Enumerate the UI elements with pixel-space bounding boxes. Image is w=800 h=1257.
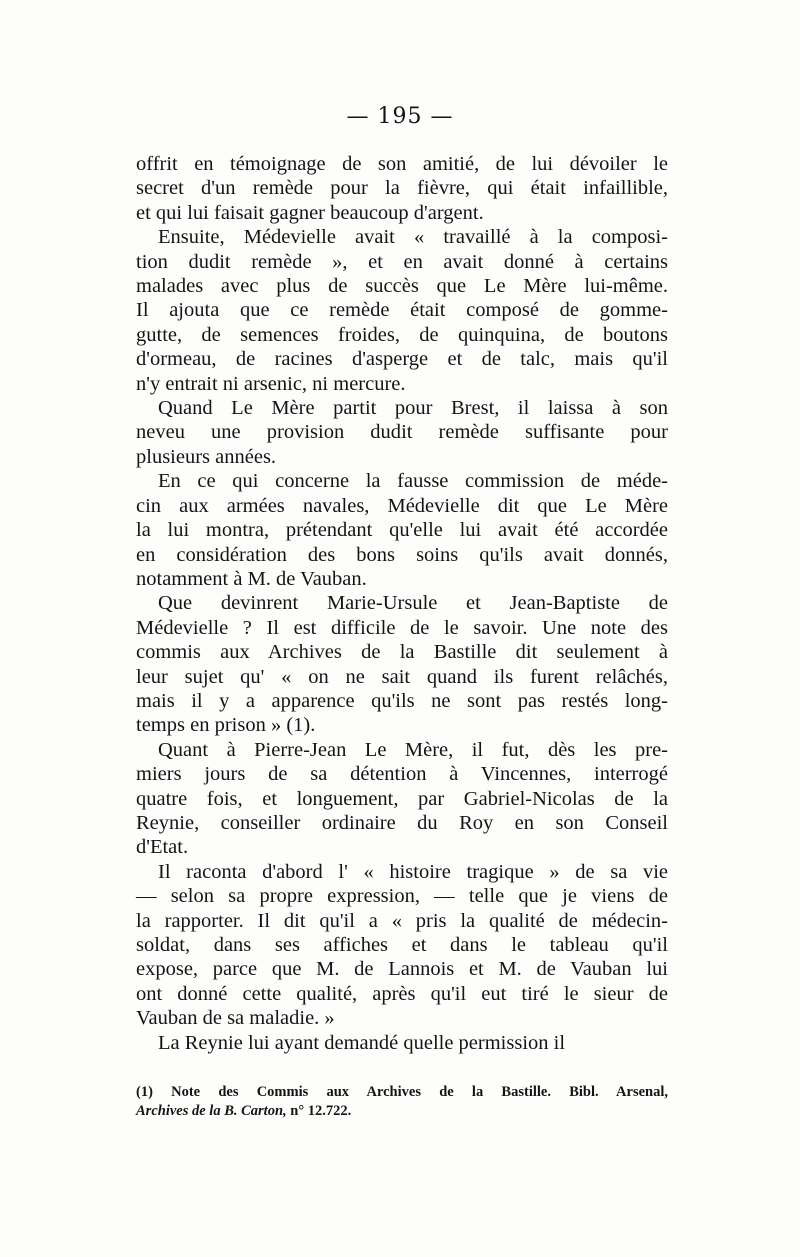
text-line: d'ormeau, de racines d'asperge et de talc, mais qu'il xyxy=(136,348,668,371)
text-line: gutte, de semences froides, de quinquina, de boutons xyxy=(136,323,668,346)
text-line: notamment à M. de Vauban. xyxy=(136,567,367,590)
text-line: ont donné cette qualité, après qu'il eut tiré le sieur de xyxy=(136,982,668,1005)
text-line: Quant à Pierre-Jean Le Mère, il fut, dès les pre- xyxy=(158,738,668,761)
text-line: Ensuite, Médevielle avait « travaillé à la composi- xyxy=(158,226,668,249)
text-line: tion dudit remède », et en avait donné à certains xyxy=(136,250,668,273)
text-line: secret d'un remède pour la fièvre, qui était infaillible, xyxy=(136,177,668,200)
text-line: plusieurs années. xyxy=(136,445,277,468)
paragraph xyxy=(136,591,668,737)
footnote-line xyxy=(136,1102,668,1121)
paragraph xyxy=(136,1031,668,1055)
paragraph xyxy=(136,860,668,1031)
text-line: en considération des bons soins qu'ils avait donnés, xyxy=(136,543,668,566)
text-line: et qui lui faisait gagner beaucoup d'argent. xyxy=(136,201,484,224)
text-line: la rapporter. Il dit qu'il a « pris la qualité de médecin- xyxy=(136,909,668,932)
text-line: Reynie, conseiller ordinaire du Roy en son Conseil xyxy=(136,811,668,834)
paragraph xyxy=(136,152,668,225)
footnote-line: (1) Note des Commis aux Archives de la Bastille. Bibl. Arsenal, xyxy=(136,1084,668,1100)
paragraph xyxy=(136,738,668,860)
text-line: Vauban de sa maladie. » xyxy=(136,1007,335,1030)
text-line: soldat, dans ses affiches et dans le tableau qu'il xyxy=(136,934,668,956)
text-line: En ce qui concerne la fausse commission de méde- xyxy=(158,470,668,493)
text-line: n'y entrait ni arsenic, ni mercure. xyxy=(136,372,406,395)
footnote-source-italic: Archives de la B. Carton, xyxy=(136,1103,287,1119)
text-line: Quand Le Mère partit pour Brest, il laissa à son xyxy=(158,397,668,420)
text-line: mais il y a apparence qu'ils ne sont pas restés long- xyxy=(136,689,668,712)
text-line: expose, parce que M. de Lannois et M. de Vauban lui xyxy=(136,958,668,981)
body-text xyxy=(136,152,668,1055)
text-line: commis aux Archives de la Bastille dit seulement à xyxy=(136,641,668,664)
text-line: la lui montra, prétendant qu'elle lui avait été accordée xyxy=(136,519,668,542)
text-line: temps en prison » (1). xyxy=(136,714,316,737)
text-line: Que devinrent Marie-Ursule et Jean-Baptiste de xyxy=(158,592,668,615)
text-line: neveu une provision dudit remède suffisante pour xyxy=(136,421,668,444)
paragraph xyxy=(136,225,668,396)
text-line: Il ajouta que ce remède était composé de gomme- xyxy=(136,299,668,322)
text-line: d'Etat. xyxy=(136,836,189,859)
text-line: La Reynie lui ayant demandé quelle permission il xyxy=(158,1031,566,1054)
footnote xyxy=(136,1083,668,1121)
text-line: Il raconta d'abord l' « histoire tragique » de sa vie xyxy=(158,860,668,883)
text-line: miers jours de sa détention à Vincennes, interrogé xyxy=(136,763,668,786)
text-line: — selon sa propre expression, — telle que je viens de xyxy=(136,885,668,908)
page-number: — 195 — xyxy=(346,104,454,129)
paragraph xyxy=(136,396,668,469)
paragraph xyxy=(136,469,668,591)
text-line: malades avec plus de succès que Le Mère lui-même. xyxy=(136,275,668,298)
text-line: quatre fois, et longuement, par Gabriel-Nicolas de la xyxy=(136,787,668,810)
text-line: offrit en témoignage de son amitié, de lui dévoiler le xyxy=(136,153,668,175)
text-line: leur sujet qu' « on ne sait quand ils furent relâchés, xyxy=(136,665,668,688)
text-line: cin aux armées navales, Médevielle dit que Le Mère xyxy=(136,494,668,517)
footnote-carton-number: n° 12.722. xyxy=(286,1103,352,1119)
text-line: Médevielle ? Il est difficile de le savoir. Une note des xyxy=(136,616,668,639)
